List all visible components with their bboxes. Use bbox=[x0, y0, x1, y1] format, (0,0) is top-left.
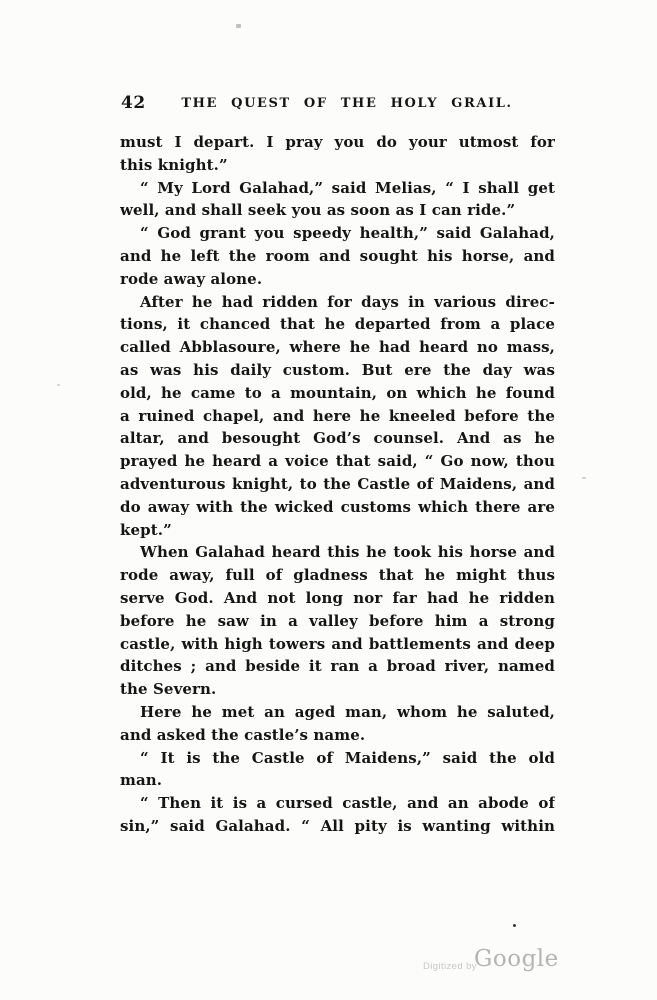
scan-speck bbox=[57, 384, 60, 386]
digitized-by-google-watermark bbox=[423, 944, 583, 980]
text-line: rode away alone. bbox=[120, 269, 263, 288]
text-line: When Galahad heard this he took his horse and bbox=[140, 543, 555, 562]
text-line: before he saw in a valley before him a strong bbox=[120, 611, 555, 630]
text-line: altar, and besought God’s counsel. And as he bbox=[120, 429, 555, 448]
text-line: “ My Lord Galahad,” said Melias, “ I shall get bbox=[140, 178, 555, 197]
text-line: serve God. And not long nor far had he ridden bbox=[120, 588, 555, 607]
text-line: called Abblasoure, where he had heard no mass, bbox=[120, 338, 555, 357]
text-line: Here he met an aged man, whom he saluted, bbox=[140, 702, 555, 721]
page-number: 42 bbox=[121, 93, 146, 113]
text-line: old, he came to a mountain, on which he found bbox=[120, 383, 555, 402]
text-line: sin,” said Galahad. “ All pity is wanting within bbox=[120, 816, 555, 835]
text-line: this knight.” bbox=[120, 155, 228, 174]
scan-speck bbox=[582, 477, 586, 479]
text-line: well, and shall seek you as soon as I can ride.” bbox=[120, 201, 516, 220]
text-line: a ruined chapel, and here he kneeled before the bbox=[120, 406, 555, 425]
google-logo-text: Google bbox=[474, 946, 559, 972]
watermark-prefix-label: Digitized by bbox=[423, 961, 477, 972]
scan-speck bbox=[513, 924, 516, 927]
text-line: ditches ; and beside it ran a broad river, named bbox=[120, 657, 555, 676]
text-line: prayed he heard a voice that said, “ Go now, thou bbox=[120, 452, 555, 471]
text-line: the Severn. bbox=[120, 680, 217, 699]
text-line: castle, with high towers and battlements and deep bbox=[120, 634, 555, 653]
text-line: adventurous knight, to the Castle of Maidens, and bbox=[120, 474, 555, 493]
running-title: THE QUEST OF THE HOLY GRAIL. bbox=[181, 96, 513, 111]
text-line: man. bbox=[120, 771, 163, 790]
text-line: as was his daily custom. But ere the day was bbox=[120, 360, 555, 379]
text-line: tions, it chanced that he departed from a place bbox=[120, 315, 555, 334]
text-line: rode away, full of gladness that he might thus bbox=[120, 566, 555, 585]
text-line: do away with the wicked customs which there are bbox=[120, 497, 555, 516]
running-header bbox=[0, 93, 657, 115]
text-line: kept.” bbox=[120, 520, 172, 539]
scan-speck bbox=[236, 24, 241, 28]
text-line: and asked the castle’s name. bbox=[120, 725, 366, 744]
text-line: After he had ridden for days in various direc- bbox=[140, 292, 555, 311]
text-line: “ It is the Castle of Maidens,” said the old bbox=[140, 748, 555, 767]
text-line: “ God grant you speedy health,” said Galahad, bbox=[140, 224, 555, 243]
text-line: and he left the room and sought his horse, and bbox=[120, 246, 555, 265]
text-line: must I depart. I pray you do your utmost for bbox=[120, 133, 555, 151]
text-line: “ Then it is a cursed castle, and an abode of bbox=[140, 794, 555, 813]
body-text-block bbox=[120, 131, 555, 838]
